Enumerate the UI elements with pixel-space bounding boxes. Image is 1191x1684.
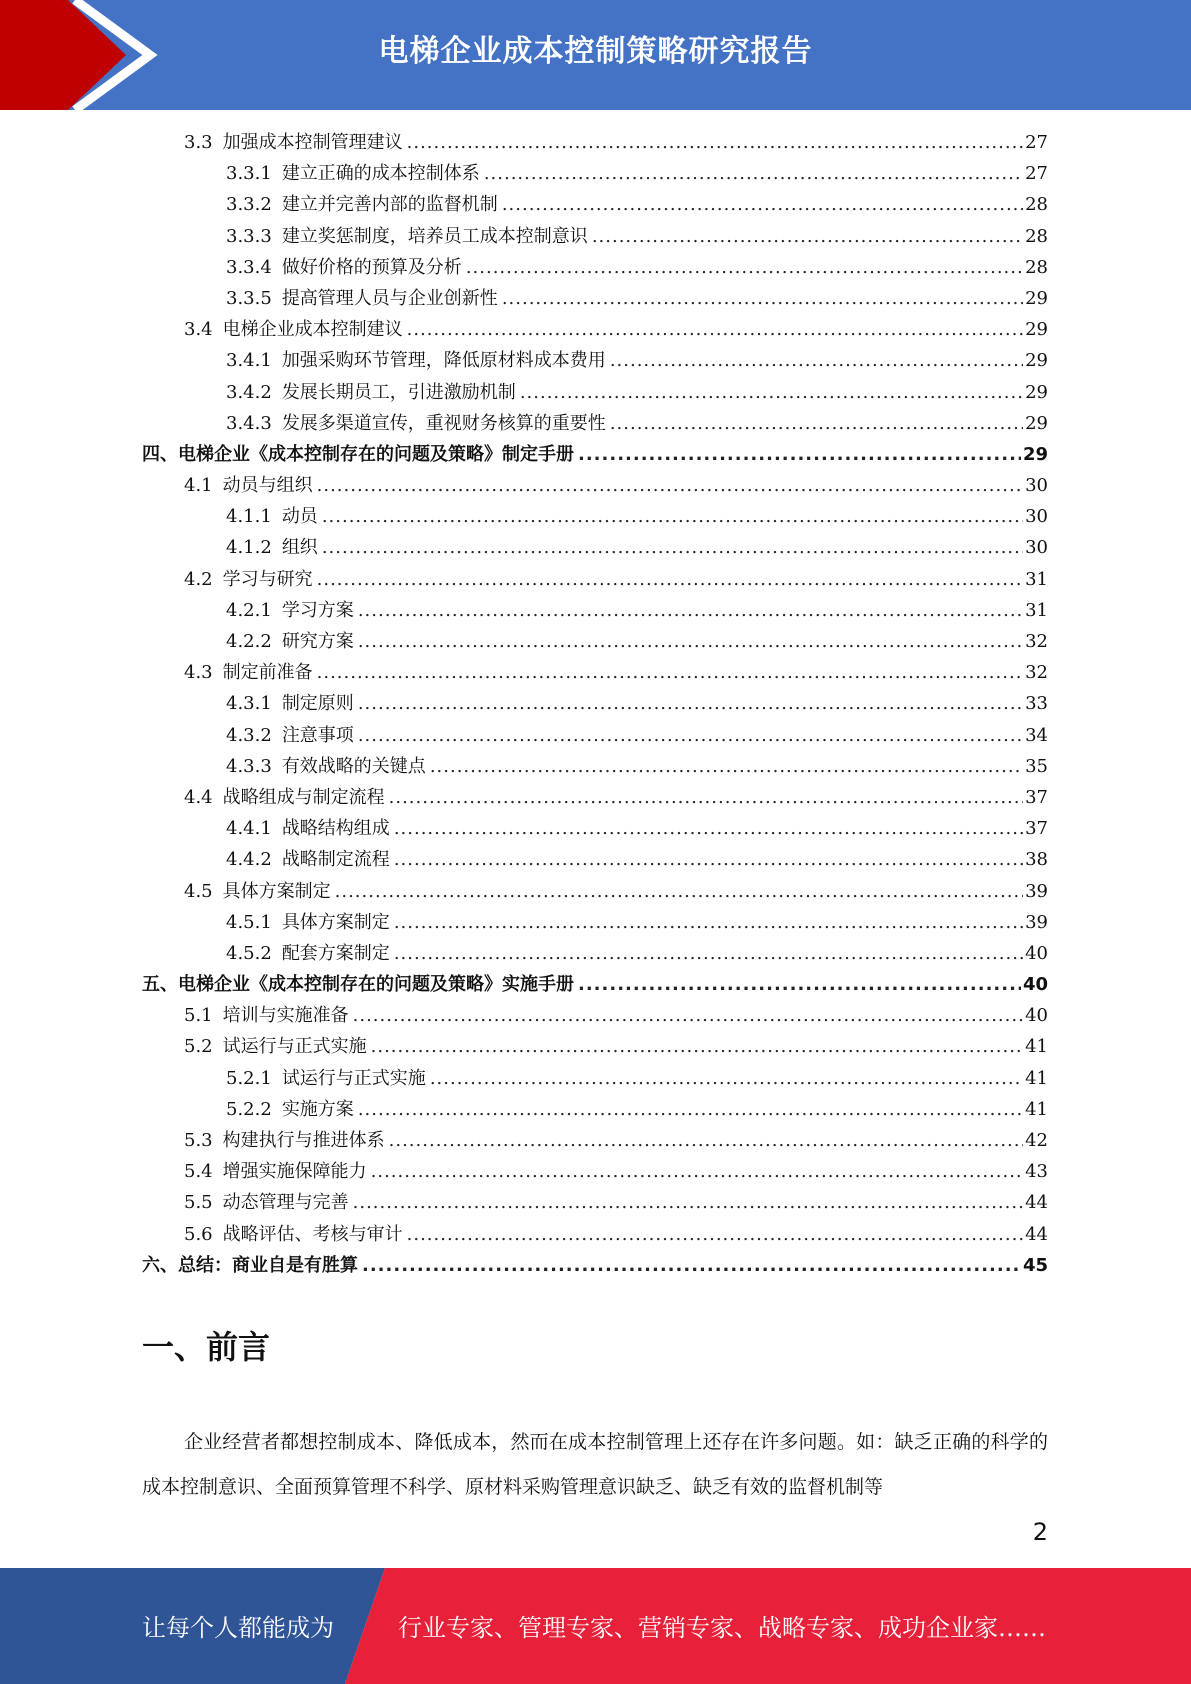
toc-entry-page: 40	[1022, 974, 1048, 996]
footer-slogan-right: 行业专家、管理专家、营销专家、战略专家、成功企业家……	[398, 1614, 1046, 1642]
toc-entry[interactable]	[142, 189, 1048, 220]
page-header	[0, 0, 1191, 110]
toc-dot-leader	[502, 189, 1023, 220]
toc-entry-title: 动员	[281, 506, 318, 528]
toc-entry-title: 战略组成与制定流程	[222, 786, 385, 808]
toc-dot-leader	[466, 252, 1023, 283]
section-heading: 一、前言	[142, 1328, 271, 1366]
toc-entry-page: 31	[1025, 599, 1048, 621]
toc-entry-page: 29	[1025, 319, 1048, 341]
toc-entry-number: 3.3.4	[226, 256, 272, 278]
toc-entry-page: 33	[1025, 693, 1048, 715]
toc-entry-page: 28	[1025, 256, 1048, 278]
toc-entry-page: 34	[1025, 724, 1048, 746]
toc-entry-title: 具体方案制定	[222, 880, 331, 902]
toc-dot-leader	[610, 345, 1023, 376]
toc-entry-number: 4.3.2	[226, 724, 272, 746]
toc-entry[interactable]	[142, 1031, 1048, 1062]
toc-entry[interactable]	[142, 720, 1048, 751]
toc-dot-leader	[358, 720, 1023, 751]
toc-entry-page: 44	[1025, 1192, 1048, 1214]
toc-entry[interactable]	[142, 657, 1048, 688]
toc-entry-page: 39	[1025, 880, 1048, 902]
toc-entry[interactable]	[142, 969, 1048, 1000]
toc-entry-number: 4.4.2	[226, 849, 272, 871]
toc-entry-number: 3.3.3	[226, 225, 272, 247]
footer-slogan-left: 让每个人都能成为	[142, 1614, 334, 1642]
toc-entry-page: 32	[1025, 631, 1048, 652]
toc-entry[interactable]	[142, 1250, 1048, 1281]
toc-entry[interactable]	[142, 1219, 1048, 1250]
toc-entry-title: 战略制定流程	[281, 849, 390, 871]
toc-dot-leader	[592, 221, 1023, 252]
toc-entry[interactable]	[142, 1125, 1048, 1156]
toc-dot-leader	[394, 813, 1023, 844]
page-footer	[0, 1568, 1191, 1684]
toc-entry-title: 六、总结：商业自是有胜算	[142, 1254, 358, 1276]
toc-entry-title: 提高管理人员与企业创新性	[281, 287, 498, 309]
toc-dot-leader	[610, 408, 1023, 439]
toc-entry-number: 3.4	[184, 319, 213, 341]
toc-dot-leader	[502, 283, 1023, 314]
toc-entry-page: 27	[1025, 132, 1048, 153]
toc-entry-page: 31	[1025, 568, 1048, 590]
toc-entry-number: 3.3.2	[226, 194, 272, 216]
toc-entry-title: 发展长期员工，引进激励机制	[281, 381, 516, 403]
toc-entry-page: 37	[1025, 818, 1048, 840]
toc-entry-page: 30	[1025, 537, 1048, 559]
toc-entry-number: 4.4.1	[226, 818, 272, 840]
toc-entry-title: 动态管理与完善	[222, 1192, 349, 1214]
toc-entry[interactable]	[142, 626, 1048, 657]
toc-entry-title: 具体方案制定	[281, 911, 390, 933]
toc-entry[interactable]	[142, 1000, 1048, 1031]
toc-dot-leader	[317, 657, 1023, 688]
toc-dot-leader	[371, 1031, 1023, 1062]
toc-entry-number: 5.4	[184, 1161, 213, 1183]
toc-dot-leader	[389, 1125, 1023, 1156]
toc-dot-leader	[353, 1000, 1023, 1031]
toc-dot-leader	[394, 938, 1023, 969]
toc-entry-number: 5.2.1	[226, 1067, 272, 1089]
toc-entry[interactable]	[142, 1156, 1048, 1187]
toc-entry-number: 5.2	[184, 1036, 213, 1058]
toc-entry[interactable]	[142, 564, 1048, 595]
toc-dot-leader	[407, 1219, 1023, 1250]
toc-entry-number: 4.5.1	[226, 911, 272, 933]
toc-entry-title: 学习与研究	[222, 568, 313, 590]
toc-entry[interactable]	[142, 782, 1048, 813]
toc-entry-page: 29	[1025, 381, 1048, 403]
toc-dot-leader	[407, 127, 1023, 158]
toc-entry-page: 42	[1025, 1130, 1048, 1151]
toc-entry[interactable]	[142, 1187, 1048, 1218]
toc-entry-title: 研究方案	[281, 631, 354, 652]
toc-entry[interactable]	[142, 907, 1048, 938]
toc-dot-leader	[520, 377, 1023, 408]
toc-entry-number: 3.3.5	[226, 287, 272, 309]
toc-dot-leader	[353, 1187, 1023, 1218]
toc-entry-title: 试运行与正式实施	[281, 1067, 426, 1089]
toc-entry-page: 28	[1025, 194, 1048, 216]
toc-entry-title: 建立奖惩制度，培养员工成本控制意识	[281, 225, 588, 247]
toc-entry[interactable]	[142, 221, 1048, 252]
toc-dot-leader	[317, 470, 1023, 501]
toc-entry-title: 组织	[281, 537, 318, 559]
toc-entry-number: 3.4.2	[226, 381, 272, 403]
toc-entry-number: 4.1	[184, 475, 213, 497]
toc-dot-leader	[394, 844, 1023, 875]
toc-entry-number: 4.2	[184, 568, 213, 590]
toc-entry[interactable]	[142, 127, 1048, 158]
toc-entry-number: 4.5	[184, 880, 213, 902]
toc-entry-title: 配套方案制定	[281, 942, 390, 964]
toc-dot-leader	[484, 158, 1023, 189]
toc-entry-title: 加强采购环节管理，降低原材料成本费用	[281, 350, 606, 372]
toc-dot-leader	[322, 532, 1023, 563]
toc-entry-page: 39	[1025, 911, 1048, 933]
toc-dot-leader	[362, 1250, 1021, 1281]
toc-dot-leader	[578, 439, 1021, 470]
toc-dot-leader	[335, 876, 1023, 907]
toc-entry-number: 4.2.2	[226, 631, 272, 652]
toc-entry-number: 4.1.1	[226, 506, 272, 528]
toc-dot-leader	[430, 1063, 1023, 1094]
toc-entry[interactable]	[142, 813, 1048, 844]
toc-entry-page: 40	[1025, 1005, 1048, 1027]
toc-entry-page: 29	[1025, 287, 1048, 309]
toc-dot-leader	[322, 501, 1023, 532]
toc-entry-page: 43	[1025, 1161, 1048, 1183]
toc-entry-number: 4.2.1	[226, 599, 272, 621]
toc-entry-number: 4.4	[184, 786, 213, 808]
toc-entry[interactable]	[142, 1094, 1048, 1125]
toc-entry-page: 38	[1025, 849, 1048, 871]
toc-entry[interactable]	[142, 595, 1048, 626]
toc-dot-leader	[578, 969, 1021, 1000]
toc-entry-page: 45	[1022, 1254, 1048, 1276]
intro-paragraph: 企业经营者都想控制成本、降低成本，然而在成本控制管理上还存在许多问题。如：缺乏正确的科学的成本控制意识、全面预算管理不科学、原材料采购管理意识缺乏、缺乏有效的监督机制等	[142, 1431, 1048, 1498]
toc-entry-page: 41	[1025, 1098, 1048, 1120]
toc-entry[interactable]	[142, 844, 1048, 875]
toc-dot-leader	[407, 314, 1023, 345]
toc-entry-number: 5.2.2	[226, 1098, 272, 1120]
toc-entry[interactable]	[142, 876, 1048, 907]
toc-entry[interactable]	[142, 252, 1048, 283]
toc-entry-title: 战略评估、考核与审计	[222, 1223, 403, 1245]
toc-entry-title: 电梯企业成本控制建议	[222, 319, 403, 341]
toc-entry-page: 40	[1025, 942, 1048, 964]
toc-entry-title: 五、电梯企业《成本控制存在的问题及策略》实施手册	[142, 974, 574, 996]
toc-entry-page: 35	[1025, 755, 1048, 777]
toc-entry-title: 建立并完善内部的监督机制	[281, 194, 498, 216]
toc-entry[interactable]	[142, 688, 1048, 719]
toc-entry-page: 30	[1025, 506, 1048, 528]
toc-entry-number: 4.3	[184, 662, 213, 684]
toc-entry-page: 29	[1025, 350, 1048, 372]
toc-entry-number: 4.1.2	[226, 537, 272, 559]
toc-entry-title: 战略结构组成	[281, 818, 390, 840]
toc-entry[interactable]	[142, 314, 1048, 345]
toc-entry-title: 发展多渠道宣传，重视财务核算的重要性	[281, 412, 606, 434]
toc-entry-title: 注意事项	[281, 724, 354, 746]
toc-entry-title: 做好价格的预算及分析	[281, 256, 462, 278]
toc-entry-page: 41	[1025, 1067, 1048, 1089]
toc-entry-title: 增强实施保障能力	[222, 1161, 367, 1183]
toc-dot-leader	[389, 782, 1023, 813]
toc-entry-page: 29	[1025, 412, 1048, 434]
toc-entry[interactable]	[142, 938, 1048, 969]
toc-entry[interactable]	[142, 377, 1048, 408]
toc-entry-title: 学习方案	[281, 599, 354, 621]
toc-entry-page: 32	[1025, 662, 1048, 684]
toc-entry-title: 有效战略的关键点	[281, 755, 426, 777]
toc-entry-title: 四、电梯企业《成本控制存在的问题及策略》制定手册	[142, 443, 574, 465]
toc-entry-title: 加强成本控制管理建议	[222, 132, 403, 153]
toc-dot-leader	[371, 1156, 1023, 1187]
toc-entry-title: 构建执行与推进体系	[222, 1130, 385, 1151]
toc-entry-page: 29	[1022, 443, 1048, 465]
toc-entry[interactable]	[142, 158, 1048, 189]
toc-entry-page: 30	[1025, 475, 1048, 497]
toc-entry[interactable]	[142, 751, 1048, 782]
toc-dot-leader	[358, 595, 1023, 626]
toc-entry-title: 建立正确的成本控制体系	[281, 163, 480, 185]
toc-entry-title: 实施方案	[281, 1098, 354, 1120]
toc-entry[interactable]	[142, 439, 1048, 470]
toc-entry-number: 5.6	[184, 1223, 213, 1245]
toc-dot-leader	[430, 751, 1023, 782]
toc-entry-number: 5.3	[184, 1130, 213, 1151]
toc-dot-leader	[358, 688, 1023, 719]
toc-entry-number: 4.3.1	[226, 693, 272, 715]
toc-entry-title: 制定前准备	[222, 662, 313, 684]
table-of-contents	[142, 127, 1048, 1281]
toc-entry[interactable]	[142, 501, 1048, 532]
toc-entry-title: 制定原则	[281, 693, 354, 715]
toc-dot-leader	[358, 626, 1023, 657]
toc-entry-title: 培训与实施准备	[222, 1005, 349, 1027]
toc-entry[interactable]	[142, 345, 1048, 376]
toc-entry-title: 动员与组织	[222, 475, 313, 497]
toc-entry-page: 41	[1025, 1036, 1048, 1058]
toc-entry-number: 3.4.1	[226, 350, 272, 372]
toc-entry[interactable]	[142, 532, 1048, 563]
toc-entry-number: 4.3.3	[226, 755, 272, 777]
toc-entry-number: 3.4.3	[226, 412, 272, 434]
toc-entry-number: 5.5	[184, 1192, 213, 1214]
toc-entry-page: 44	[1025, 1223, 1048, 1245]
toc-entry-page: 27	[1025, 163, 1048, 185]
toc-entry-title: 试运行与正式实施	[222, 1036, 367, 1058]
toc-entry[interactable]	[142, 283, 1048, 314]
toc-dot-leader	[317, 564, 1023, 595]
toc-dot-leader	[394, 907, 1023, 938]
toc-entry-page: 28	[1025, 225, 1048, 247]
page-number: 2	[1032, 1518, 1048, 1546]
toc-entry-number: 3.3	[184, 132, 213, 153]
toc-dot-leader	[358, 1094, 1023, 1125]
toc-entry[interactable]	[142, 1063, 1048, 1094]
toc-entry-number: 4.5.2	[226, 942, 272, 964]
document-title: 电梯企业成本控制策略研究报告	[378, 34, 813, 69]
toc-entry-number: 3.3.1	[226, 163, 272, 185]
toc-entry[interactable]	[142, 408, 1048, 439]
toc-entry-number: 5.1	[184, 1005, 213, 1027]
toc-entry-page: 37	[1025, 786, 1048, 808]
toc-entry[interactable]	[142, 470, 1048, 501]
